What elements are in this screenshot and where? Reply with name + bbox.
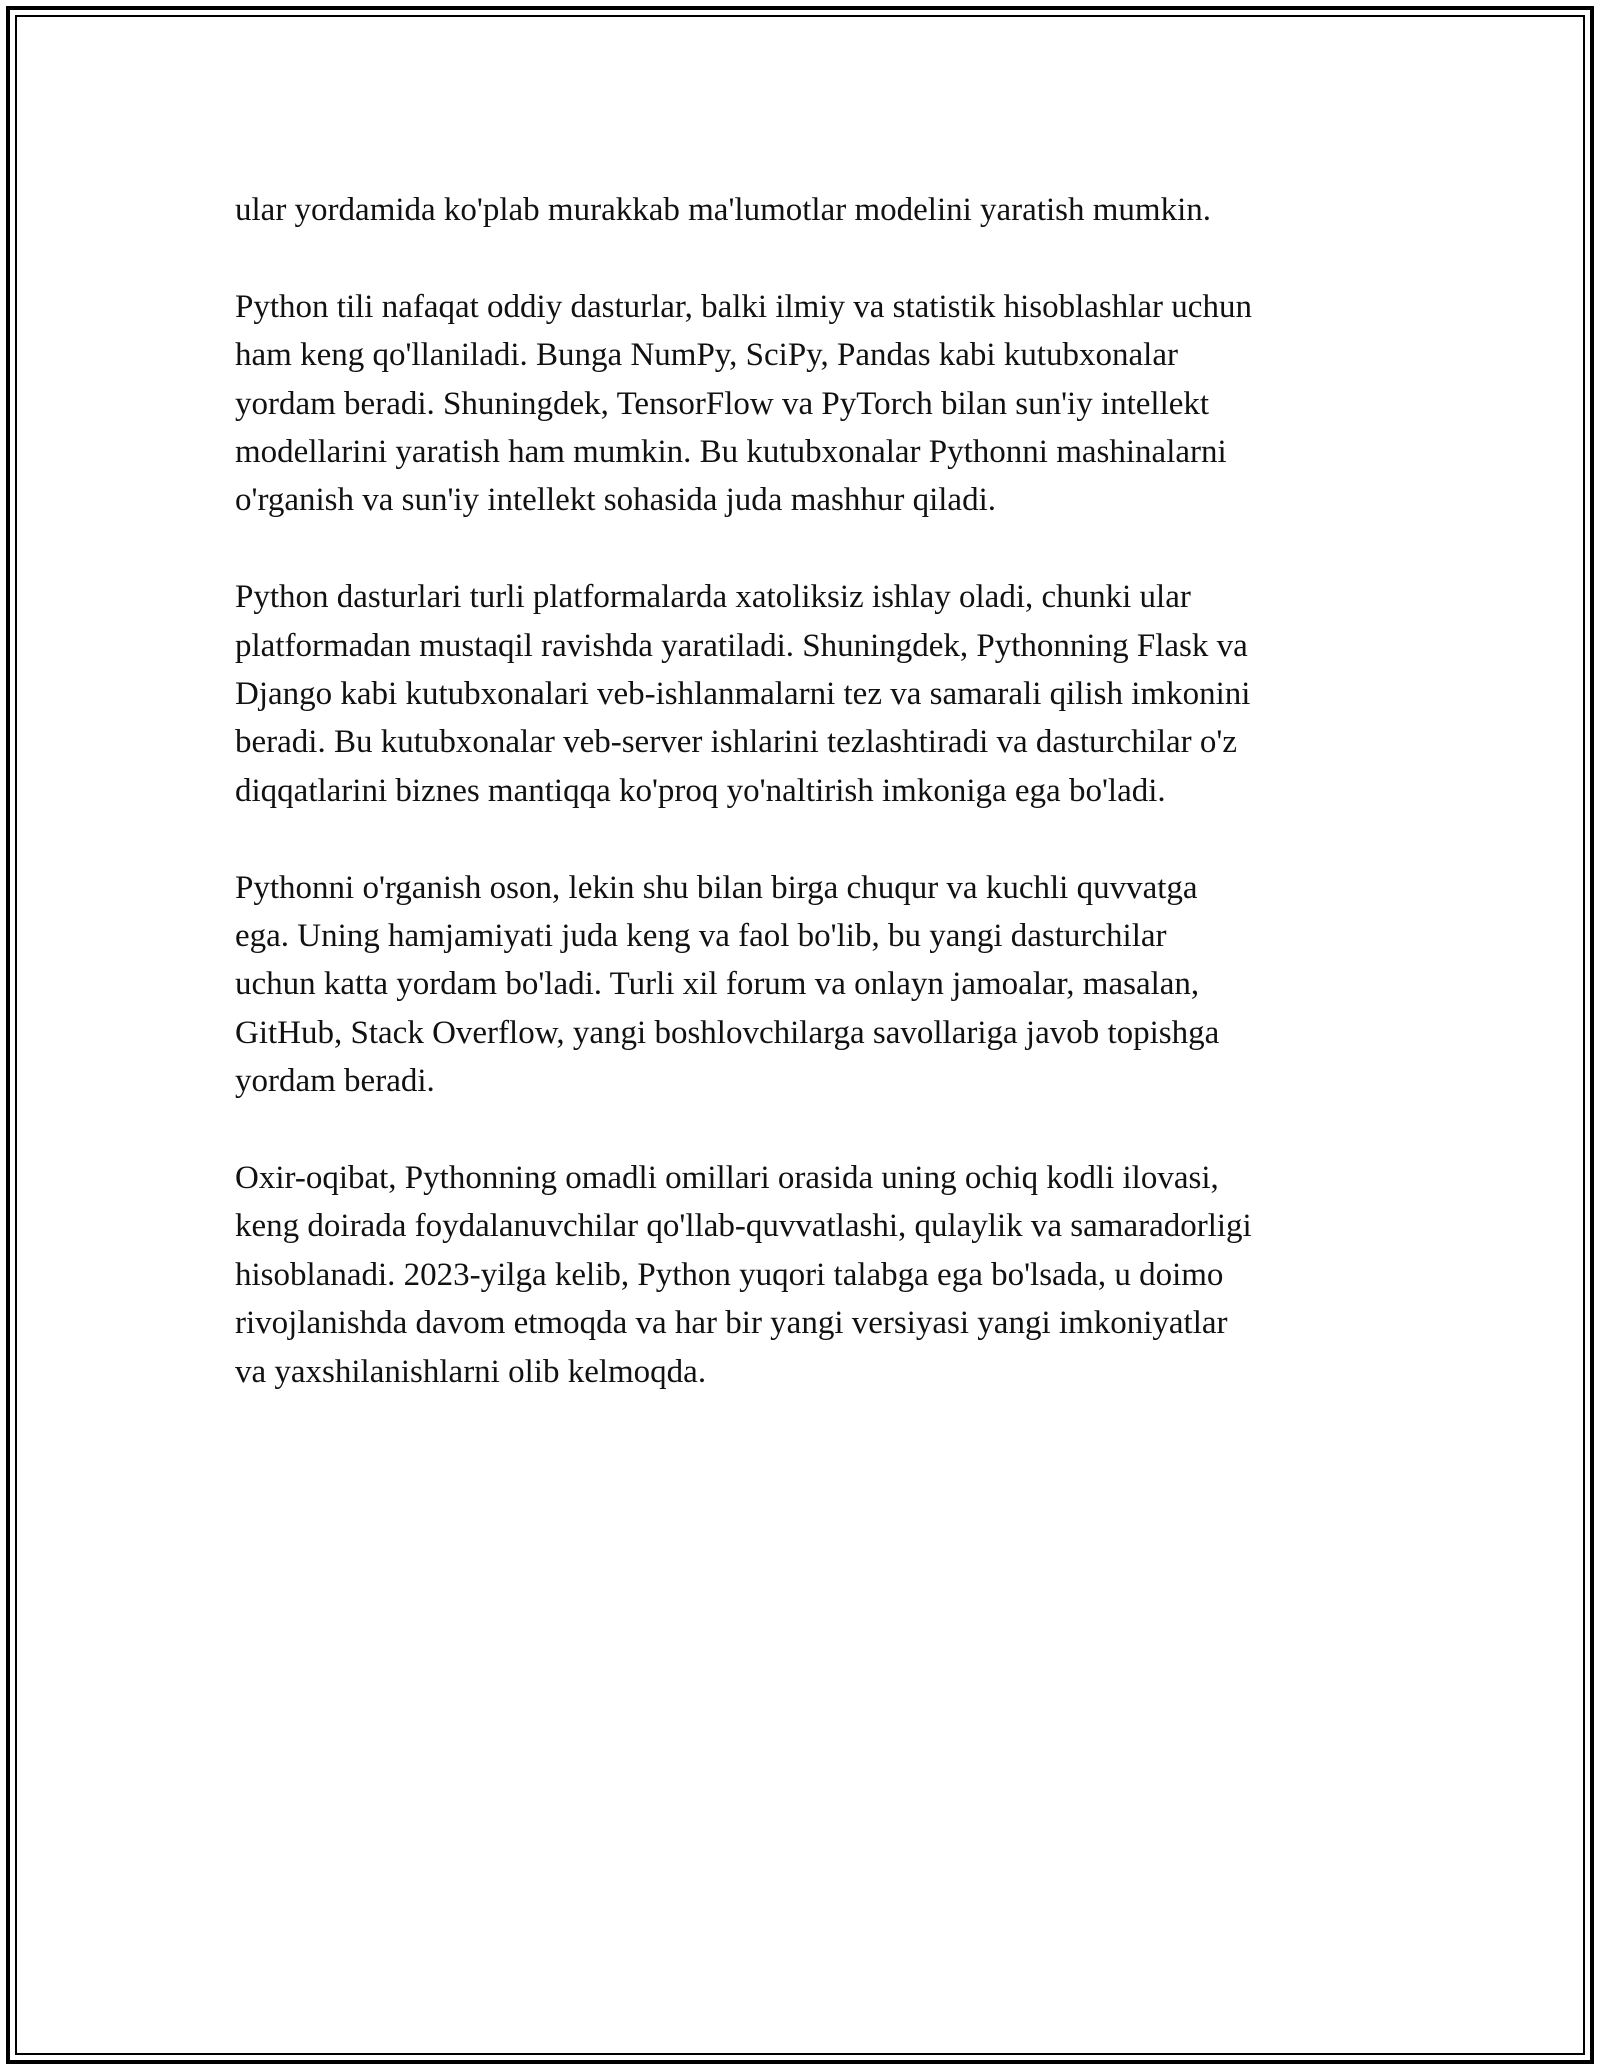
paragraph: Oxir-oqibat, Pythonning omadli omillari orasida uning ochiq kodli ilovasi, keng doirada foydalanuvchilar qo'llab-quvvatlashi, qulaylik va samaradorligi hisoblanadi. 2023-yilga kelib, Python yuqori talabga ega bo'lsada, u doimo rivojlanishda davom etmoqda va har bir yangi versiyasi yangi imkoniyatlar va yaxshilanishlarni olib kelmoqda. [235,1160,1252,1390]
paragraph: ular yordamida ko'plab murakkab ma'lumotlar modelini yaratish mumkin. [235,192,1211,228]
document-body [235,186,1395,1444]
paragraph: Python tili nafaqat oddiy dasturlar, balki ilmiy va statistik hisoblashlar uchun ham keng qo'llaniladi. Bunga NumPy, SciPy, Pandas kabi kutubxonalar yordam beradi. Shuningdek, TensorFlow va PyTorch bilan sun'iy intellekt modellarini yaratish ham mumkin. Bu kutubxonalar Pythonni mashinalarni o'rganish va sun'iy intellekt sohasida juda mashhur qiladi. [235,288,1252,519]
paragraph: Pythonni o'rganish oson, lekin shu bilan birga chuqur va kuchli quvvatga ega. Uning hamjamiyati juda keng va faol bo'lib, bu yangi dasturchilar uchun katta yordam bo'ladi. Turli xil forum va onlayn jamoalar, masalan, GitHub, Stack Overflow, yangi boshlovchilarga savollariga javob topishga yordam beradi. [235,869,1220,1100]
paragraph: Python dasturlari turli platformalarda xatoliksiz ishlay oladi, chunki ular platformadan mustaqil ravishda yaratiladi. Shuningdek, Pythonning Flask va Django kabi kutubxonalari veb-ishlanmalarni tez va samarali qilish imkonini beradi. Bu kutubxonalar veb-server ishlarini tezlashtiradi va dasturchilar o'z diqqatlarini biznes mantiqqa ko'proq yo'naltirish imkoniga ega bo'ladi. [235,579,1251,809]
